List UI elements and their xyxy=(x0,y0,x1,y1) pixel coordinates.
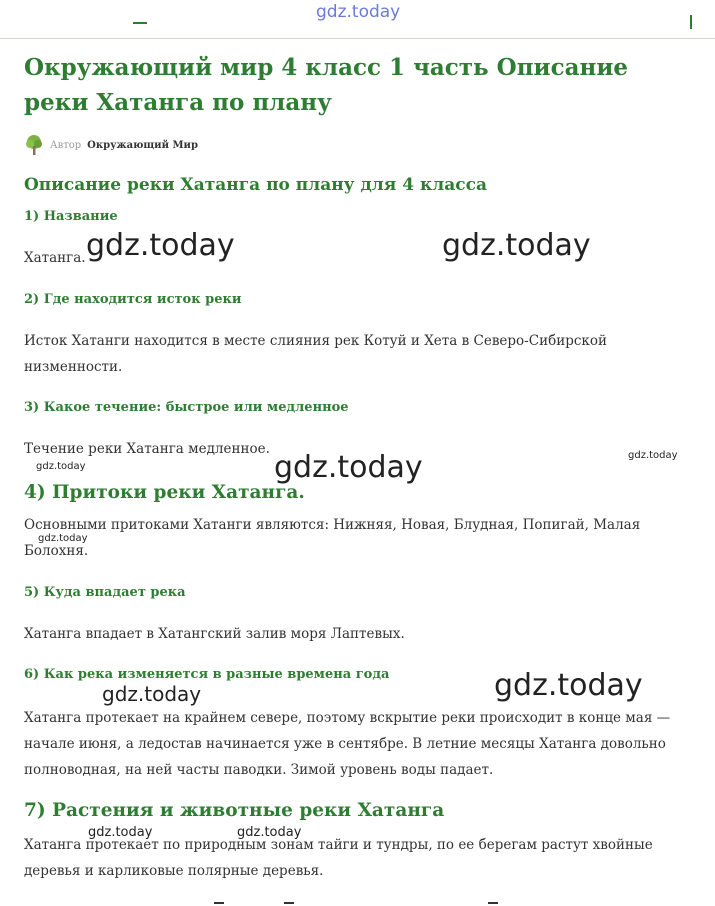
section-text-2: Исток Хатанги находится в месте слияния рек Котуй и Хета в Северо-Сибирской низменности. xyxy=(24,333,607,375)
cut-off-text xyxy=(0,900,715,906)
watermark: gdz.today xyxy=(38,533,88,544)
section-heading-2: 2) Где находится исток реки xyxy=(24,292,242,307)
section-heading-3: 3) Какое течение: быстрое или медленное xyxy=(24,400,349,415)
section-heading-6: 6) Как река изменяется в разные времена года xyxy=(24,667,390,682)
menu-toggle-right[interactable] xyxy=(690,15,692,29)
article-subtitle: Описание реки Хатанга по плану для 4 класса xyxy=(24,175,487,195)
section-text-1: Хатанга. xyxy=(24,250,86,266)
site-logo[interactable]: gdz.today xyxy=(316,2,401,22)
watermark: gdz.today xyxy=(102,682,202,706)
section-text-3: Течение реки Хатанга медленное. xyxy=(24,441,270,457)
section-heading-5: 5) Куда впадает река xyxy=(24,585,186,600)
section-heading-4: 4) Притоки реки Хатанга. xyxy=(24,482,305,503)
section-text-6: Хатанга протекает на крайнем севере, поэтому вскрытие реки происходит в конце мая — начале июня, а ледостав начинается уже в сентябре. В летние месяцы Хатанга довольно полноводная, на ней часты паводки. Зимой уровень воды падает. xyxy=(24,710,671,778)
section-heading-7: 7) Растения и животные реки Хатанга xyxy=(24,800,445,821)
author-line xyxy=(24,133,198,157)
watermark: gdz.today xyxy=(36,461,86,472)
watermark: gdz.today xyxy=(88,825,153,840)
author-name[interactable]: Окружающий Мир xyxy=(87,139,198,151)
watermark: gdz.today xyxy=(494,668,643,703)
tree-icon xyxy=(24,134,44,156)
section-text-4: Основными притоками Хатанги являются: Нижняя, Новая, Блудная, Попигай, Малая Болохня. xyxy=(24,517,641,559)
watermark: gdz.today xyxy=(628,450,678,461)
menu-toggle-left[interactable] xyxy=(133,22,147,24)
watermark: gdz.today xyxy=(86,228,235,263)
page-title: Окружающий мир 4 класс 1 часть Описание реки Хатанга по плану xyxy=(24,54,629,116)
section-heading-1: 1) Название xyxy=(24,209,118,224)
section-text-7: Хатанга протекает по природным зонам тайги и тундры, по ее берегам растут хвойные деревья и карликовые полярные деревья. xyxy=(24,837,653,879)
watermark: gdz.today xyxy=(442,228,591,263)
author-label: Автор xyxy=(50,139,82,151)
section-text-5: Хатанга впадает в Хатангский залив моря Лаптевых. xyxy=(24,626,405,642)
watermark: gdz.today xyxy=(237,825,302,840)
watermark: gdz.today xyxy=(274,450,423,485)
top-bar xyxy=(0,0,715,39)
